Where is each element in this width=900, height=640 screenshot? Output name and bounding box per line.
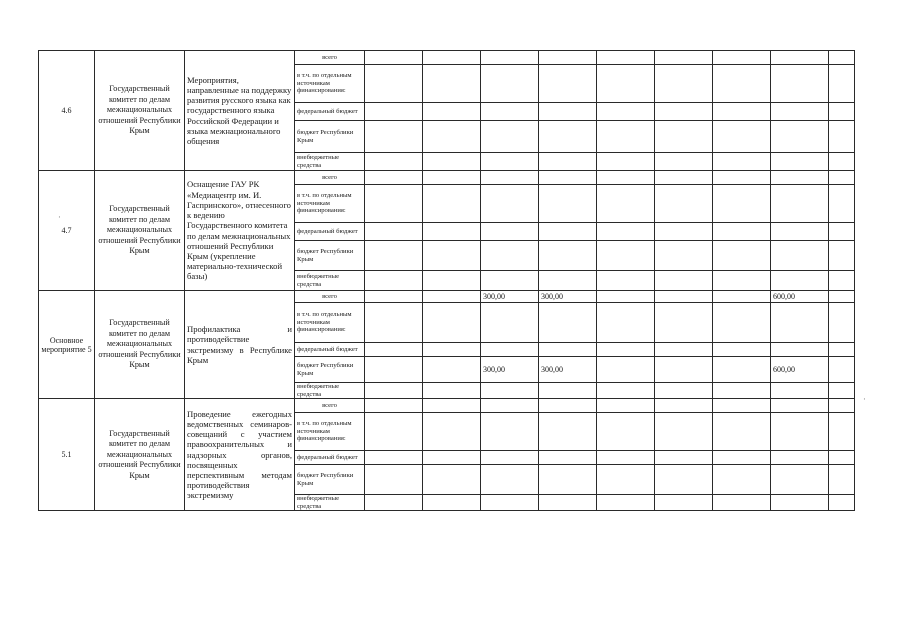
amount-cell [539, 171, 597, 185]
amount-cell [771, 303, 829, 343]
amount-cell [713, 51, 771, 65]
amount-cell [365, 303, 423, 343]
funding-source-extra: внебюджетные средства [295, 153, 365, 171]
amount-cell [655, 223, 713, 241]
amount-cell [365, 399, 423, 413]
amount-cell [829, 223, 855, 241]
amount-cell [829, 413, 855, 451]
amount-cell [829, 343, 855, 357]
amount-cell [423, 185, 481, 223]
amount-cell [423, 465, 481, 495]
amount-cell [423, 343, 481, 357]
funding-source-incl: в т.ч. по отдельным источникам финансирования: [295, 185, 365, 223]
amount-cell [481, 171, 539, 185]
amount-cell [655, 343, 713, 357]
amount-cell [539, 383, 597, 399]
amount-cell [713, 65, 771, 103]
amount-cell [365, 103, 423, 121]
amount-cell [655, 399, 713, 413]
amount-cell [481, 343, 539, 357]
funding-source-incl: в т.ч. по отдельным источникам финансирования: [295, 303, 365, 343]
amount-cell [771, 171, 829, 185]
funding-source-total: всего [295, 51, 365, 65]
amount-cell [365, 171, 423, 185]
amount-cell [713, 495, 771, 511]
amount-cell [597, 65, 655, 103]
amount-cell [597, 185, 655, 223]
amount-cell [365, 291, 423, 303]
funding-source-total: всего [295, 291, 365, 303]
amount-cell [481, 383, 539, 399]
amount-cell [829, 465, 855, 495]
amount-cell [539, 343, 597, 357]
funding-source-regional: бюджет Республики Крым [295, 121, 365, 153]
amount-cell [365, 383, 423, 399]
amount-cell [771, 51, 829, 65]
amount-cell [481, 465, 539, 495]
scan-mark: · [863, 395, 866, 405]
table-row [39, 51, 855, 65]
amount-cell [829, 51, 855, 65]
amount-cell [423, 303, 481, 343]
amount-cell [771, 121, 829, 153]
amount-cell [365, 241, 423, 271]
amount-cell [423, 223, 481, 241]
amount-cell [771, 451, 829, 465]
amount-cell [713, 241, 771, 271]
amount-cell [423, 121, 481, 153]
amount-cell [481, 241, 539, 271]
amount-cell [423, 103, 481, 121]
item-number: 5.1 [39, 399, 95, 511]
program-funding-table [38, 50, 855, 511]
amount-cell [423, 399, 481, 413]
amount-cell [365, 185, 423, 223]
amount-cell [655, 65, 713, 103]
amount-cell [481, 271, 539, 291]
amount-cell: 600,00 [771, 291, 829, 303]
funding-source-extra: внебюджетные средства [295, 383, 365, 399]
amount-cell [713, 185, 771, 223]
amount-cell [713, 413, 771, 451]
funding-source-total: всего [295, 171, 365, 185]
amount-cell [597, 465, 655, 495]
funding-source-incl: в т.ч. по отдельным источникам финансирования: [295, 413, 365, 451]
amount-cell [771, 383, 829, 399]
amount-cell [539, 185, 597, 223]
amount-cell [481, 185, 539, 223]
amount-cell [481, 413, 539, 451]
amount-cell [655, 271, 713, 291]
amount-cell [713, 103, 771, 121]
amount-cell [829, 271, 855, 291]
amount-cell [365, 51, 423, 65]
amount-cell [365, 495, 423, 511]
amount-cell [771, 495, 829, 511]
amount-cell [481, 495, 539, 511]
amount-cell [539, 303, 597, 343]
amount-cell [365, 153, 423, 171]
amount-cell [829, 241, 855, 271]
table-row [39, 171, 855, 185]
amount-cell [539, 51, 597, 65]
amount-cell [829, 185, 855, 223]
amount-cell: 300,00 [481, 291, 539, 303]
amount-cell [423, 153, 481, 171]
amount-cell [829, 383, 855, 399]
amount-cell [597, 153, 655, 171]
amount-cell [655, 495, 713, 511]
amount-cell [539, 241, 597, 271]
amount-cell [771, 185, 829, 223]
amount-cell [597, 291, 655, 303]
amount-cell [423, 357, 481, 383]
amount-cell [829, 357, 855, 383]
table-row [39, 399, 855, 413]
amount-cell [365, 465, 423, 495]
amount-cell [597, 357, 655, 383]
item-number: 4.7 [39, 171, 95, 291]
amount-cell: 300,00 [539, 357, 597, 383]
amount-cell [771, 465, 829, 495]
event-description: Оснащение ГАУ РК «Медиацентр им. И. Гаспринского», отнесенного к ведению Государственного комитета по делам межнациональных отношений Республики Крым (укрепление материально-технической базы) [185, 171, 295, 291]
amount-cell [771, 241, 829, 271]
amount-cell [597, 399, 655, 413]
amount-cell [713, 271, 771, 291]
amount-cell [771, 223, 829, 241]
funding-source-total: всего [295, 399, 365, 413]
amount-cell [655, 171, 713, 185]
amount-cell [597, 223, 655, 241]
amount-cell [829, 451, 855, 465]
amount-cell [829, 303, 855, 343]
amount-cell [713, 399, 771, 413]
amount-cell [829, 153, 855, 171]
scan-mark: · [58, 213, 61, 223]
amount-cell [713, 171, 771, 185]
funding-source-regional: бюджет Республики Крым [295, 357, 365, 383]
amount-cell [539, 103, 597, 121]
amount-cell [655, 291, 713, 303]
amount-cell [655, 451, 713, 465]
amount-cell [423, 271, 481, 291]
amount-cell [829, 103, 855, 121]
amount-cell [597, 241, 655, 271]
amount-cell [771, 399, 829, 413]
amount-cell [423, 171, 481, 185]
amount-cell [365, 65, 423, 103]
funding-source-incl: в т.ч. по отдельным источникам финансирования: [295, 65, 365, 103]
amount-cell [481, 65, 539, 103]
amount-cell [481, 103, 539, 121]
amount-cell [829, 121, 855, 153]
amount-cell: 300,00 [539, 291, 597, 303]
amount-cell [655, 241, 713, 271]
amount-cell [655, 303, 713, 343]
amount-cell [539, 465, 597, 495]
amount-cell [365, 271, 423, 291]
amount-cell [597, 495, 655, 511]
amount-cell [655, 383, 713, 399]
amount-cell [655, 413, 713, 451]
amount-cell [771, 413, 829, 451]
amount-cell [597, 383, 655, 399]
amount-cell [365, 223, 423, 241]
amount-cell [423, 451, 481, 465]
amount-cell [713, 303, 771, 343]
amount-cell [481, 303, 539, 343]
amount-cell [713, 223, 771, 241]
amount-cell [829, 399, 855, 413]
amount-cell [713, 383, 771, 399]
executor-cell: Государственный комитет по делам межнациональных отношений Республики Крым [95, 51, 185, 171]
event-description: Профилактика и противодействие экстремизму в Республике Крым [185, 291, 295, 399]
amount-cell [771, 153, 829, 171]
amount-cell [597, 413, 655, 451]
amount-cell [655, 153, 713, 171]
amount-cell [597, 271, 655, 291]
amount-cell [539, 223, 597, 241]
amount-cell [829, 495, 855, 511]
amount-cell [829, 171, 855, 185]
amount-cell [597, 51, 655, 65]
amount-cell [597, 451, 655, 465]
amount-cell [539, 413, 597, 451]
amount-cell [713, 291, 771, 303]
amount-cell [365, 357, 423, 383]
amount-cell [423, 291, 481, 303]
amount-cell [713, 153, 771, 171]
funding-source-federal: федеральный бюджет [295, 343, 365, 357]
amount-cell [597, 343, 655, 357]
amount-cell [481, 223, 539, 241]
table-row [39, 291, 855, 303]
amount-cell [481, 451, 539, 465]
amount-cell [713, 357, 771, 383]
amount-cell [423, 241, 481, 271]
amount-cell [771, 271, 829, 291]
amount-cell [713, 121, 771, 153]
amount-cell [365, 413, 423, 451]
amount-cell [423, 51, 481, 65]
amount-cell [539, 153, 597, 171]
amount-cell [365, 121, 423, 153]
amount-cell [481, 121, 539, 153]
amount-cell [655, 465, 713, 495]
amount-cell [713, 451, 771, 465]
amount-cell [365, 451, 423, 465]
amount-cell [771, 65, 829, 103]
amount-cell [539, 451, 597, 465]
amount-cell [597, 171, 655, 185]
amount-cell [829, 65, 855, 103]
amount-cell [423, 413, 481, 451]
executor-cell: Государственный комитет по делам межнациональных отношений Республики Крым [95, 291, 185, 399]
amount-cell [423, 383, 481, 399]
amount-cell [713, 465, 771, 495]
amount-cell [655, 121, 713, 153]
funding-source-federal: федеральный бюджет [295, 103, 365, 121]
amount-cell [539, 495, 597, 511]
amount-cell: 600,00 [771, 357, 829, 383]
funding-source-federal: федеральный бюджет [295, 451, 365, 465]
amount-cell [655, 51, 713, 65]
amount-cell [655, 357, 713, 383]
funding-source-regional: бюджет Республики Крым [295, 241, 365, 271]
item-number: 4.6 [39, 51, 95, 171]
amount-cell [597, 303, 655, 343]
funding-source-federal: федеральный бюджет [295, 223, 365, 241]
amount-cell [771, 343, 829, 357]
amount-cell [481, 153, 539, 171]
amount-cell [655, 185, 713, 223]
executor-cell: Государственный комитет по делам межнациональных отношений Республики Крым [95, 399, 185, 511]
funding-source-regional: бюджет Республики Крым [295, 465, 365, 495]
executor-cell: Государственный комитет по делам межнациональных отношений Республики Крым [95, 171, 185, 291]
amount-cell [713, 343, 771, 357]
amount-cell [829, 291, 855, 303]
amount-cell [539, 65, 597, 103]
amount-cell [481, 399, 539, 413]
amount-cell [539, 121, 597, 153]
amount-cell: 300,00 [481, 357, 539, 383]
funding-source-extra: внебюджетные средства [295, 495, 365, 511]
amount-cell [539, 399, 597, 413]
amount-cell [597, 121, 655, 153]
amount-cell [771, 103, 829, 121]
funding-source-extra: внебюджетные средства [295, 271, 365, 291]
item-number: Основное мероприятие 5 [39, 291, 95, 399]
event-description: Мероприятия, направленные на поддержку развития русского языка как государственного языка Российской Федерации и языка межнационального общения [185, 51, 295, 171]
amount-cell [597, 103, 655, 121]
amount-cell [365, 343, 423, 357]
amount-cell [481, 51, 539, 65]
amount-cell [539, 271, 597, 291]
amount-cell [423, 65, 481, 103]
event-description: Проведение ежегодных ведомственных семинаров-совещаний с участием правоохранительных и надзорных органов, посвященных перспективным методам противодействия экстремизму [185, 399, 295, 511]
amount-cell [655, 103, 713, 121]
amount-cell [423, 495, 481, 511]
